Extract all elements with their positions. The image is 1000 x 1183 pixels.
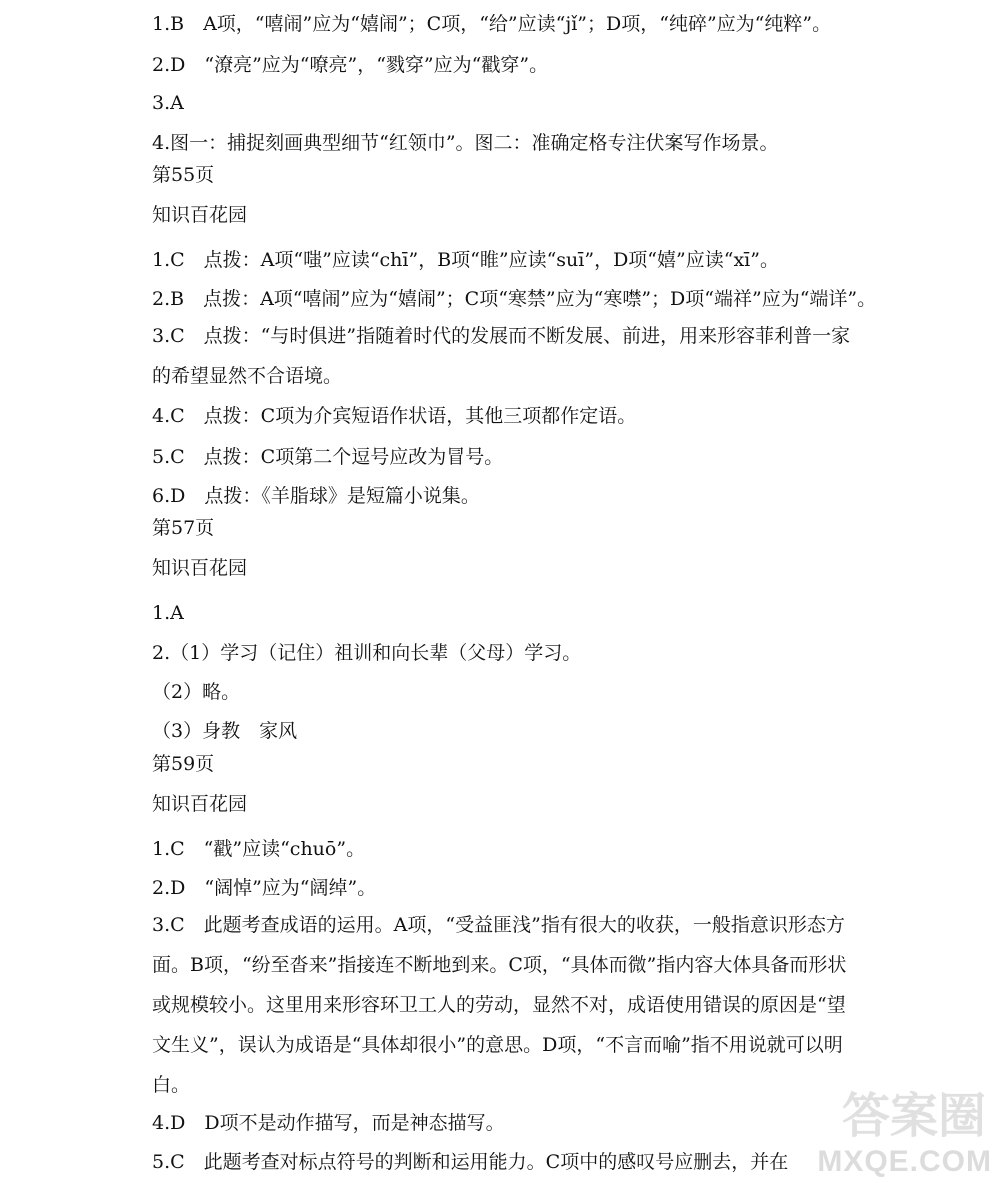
- answer-line: 3.C 此题考查成语的运用。A项，“受益匪浅”指有很大的收获，一般指意识形态方面。B项，“纷至沓来”指接连不断地到来。C项，“具体而微”指内容大体具备而形状或规模较小。这里用来形容环卫工人的劳动，显然不对，成语使用错误的原因是“望文生义”，误认为成语是“具体却很小”的意思。D项，“不言而喻”指不用说就可以明白。: [152, 914, 847, 1096]
- answer-line: 4.C 点拨：C项为介宾短语作状语，其他三项都作定语。: [152, 405, 637, 427]
- page-heading: 第57页: [152, 517, 215, 539]
- answer-line: （3）身教 家风: [152, 720, 298, 742]
- answer-line: 1.C 点拨：A项“嗤”应读“chī”，B项“睢”应读“suī”，D项“嬉”应读“xī”。: [152, 249, 779, 271]
- answer-line: 3.C 点拨：“与时俱进”指随着时代的发展而不断发展、前进，用来形容菲利普一家的希望显然不合语境。: [152, 325, 851, 387]
- answer-line: 2.D “阔悼”应为“阔绰”。: [152, 877, 377, 899]
- watermark-top-text: 答案圈: [841, 1088, 986, 1144]
- answer-line: 2.（1）学习（记住）祖训和向长辈（父母）学习。: [152, 642, 582, 664]
- section-heading: 知识百花园: [152, 204, 248, 226]
- answer-line: 4.D D项不是动作描写，而是神态描写。: [152, 1112, 505, 1134]
- answer-line: 1.A: [152, 602, 184, 624]
- answer-line: 5.C 点拨：C项第二个逗号应改为冒号。: [152, 446, 504, 468]
- page-heading: 第59页: [152, 753, 215, 775]
- answer-line: 1.B A项，“嘻闹”应为“嬉闹”；C项，“给”应读“jǐ”；D项，“纯碎”应为“纯粹”。: [152, 13, 832, 35]
- watermark-logo: [792, 1069, 992, 1179]
- answer-line: 6.D 点拨：《羊脂球》是短篇小说集。: [152, 485, 480, 507]
- answer-line: 2.B 点拨：A项“嘻闹”应为“嬉闹”；C项“寒禁”应为“寒噤”；D项“端祥”应为“端详”。: [152, 288, 877, 310]
- answer-line: 4.图一：捕捉刻画典型细节“红领巾”。图二：准确定格专注伏案写作场景。: [152, 132, 779, 154]
- watermark-url-text: MXQE.COM: [817, 1145, 992, 1178]
- answer-line: 3.A: [152, 92, 184, 114]
- page-heading: 第55页: [152, 164, 215, 186]
- answer-line: 5.C 此题考查对标点符号的判断和运用能力。C项中的感叹号应删去，并在: [152, 1151, 789, 1173]
- answer-line: 2.D “潦亮”应为“嘹亮”，“戮穿”应为“戳穿”。: [152, 54, 549, 76]
- answer-line: （2）略。: [152, 681, 241, 703]
- answer-line: 1.C “戳”应读“chuō”。: [152, 838, 366, 860]
- section-heading: 知识百花园: [152, 557, 248, 579]
- section-heading: 知识百花园: [152, 793, 248, 815]
